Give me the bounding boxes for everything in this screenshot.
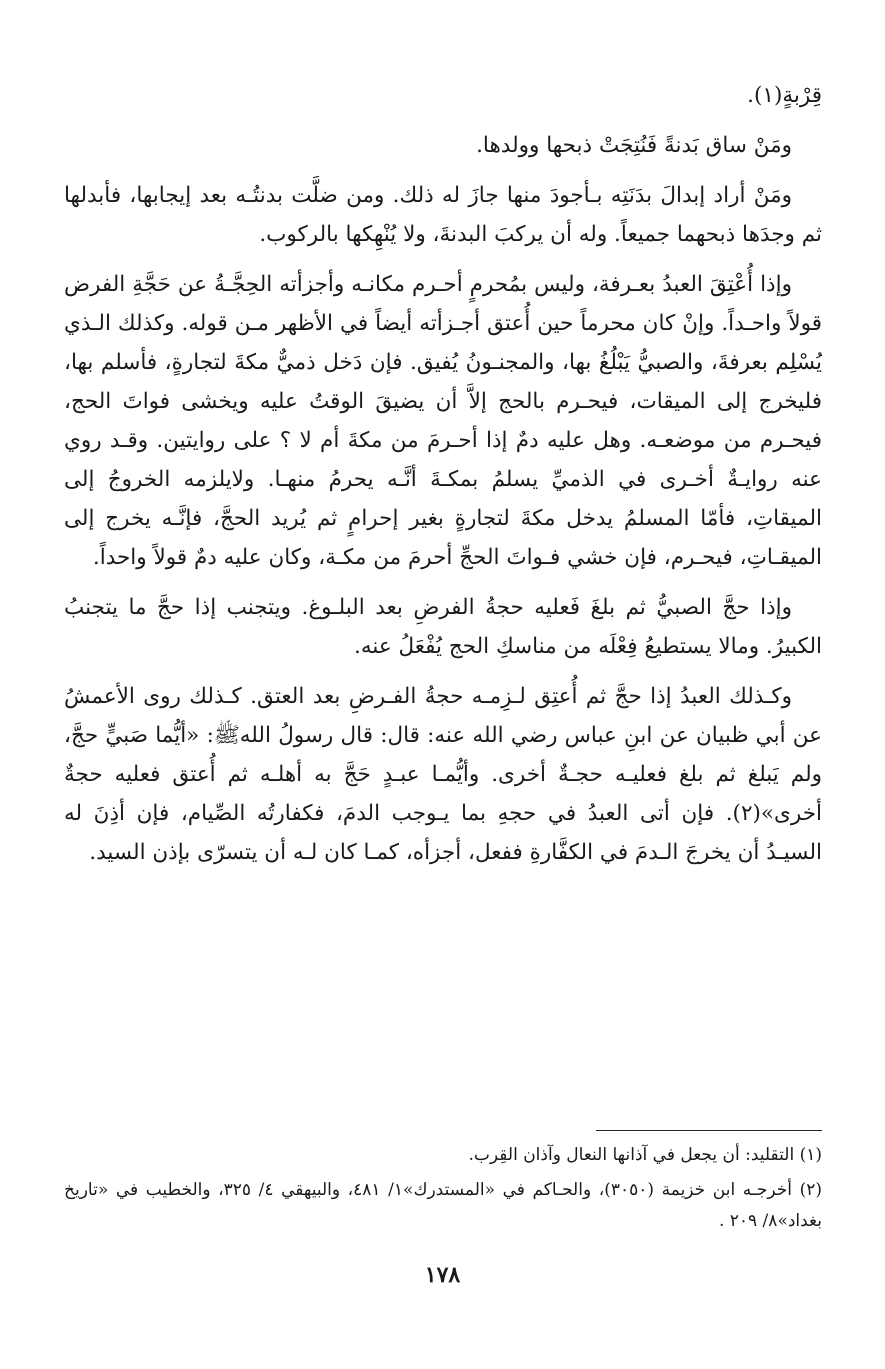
footnote-2: (٢) أخرجـه ابن خزيمة (٣٠٥٠)، والحـاكم في «المستدرك»١/ ٤٨١، والبيهقي ٤/ ٣٢٥، والخطيب في «تاريخ بغداد»٨/ ٢٠٩ . bbox=[64, 1180, 822, 1231]
paragraph-5: وإذا حجَّ الصبيُّ ثم بلغَ فَعليه حجةُ الفرضِ بعد البلـوغ. ويتجنب إذا حجَّ ما يتجنبُ الكبيرُ. ومالا يستطيعُ فِعْلَه من مناسكِ الحج يُفْعَلُ عنه. bbox=[64, 595, 822, 659]
paragraph-4: وإذا أُعْتِقَ العبدُ بعـرفة، وليس بمُحرمٍ أحـرم مكانـه وأجزأته الحِجَّـةُ عن حَجَّةِ الفرض قولاً واحـداً. وإنْ كان محرماً حين أُعتق أجـزأته أيضاً في الأظهر مـن قوله. وكذلك الـذي يُسْلِم بعرفةَ، والصبيُّ يَبْلُغُ بها، والمجنـونُ يُفيق. فإن دَخل ذميٌّ مكةَ لتجارةٍ، فأسلم بها، فليخرج إلى الميقات، فيحـرم بالحج إلاَّ أن يضيقَ الوقتُ عليه ويخشى فواتَ الحج، فيحـرم من موضعـه. وهل عليه دمٌ إذا أحـرمَ من مكةَ أم لا ؟ على روايتين. وقـد روي عنه روايـةٌ أخـرى في الذميِّ يسلمُ بمكـةَ أنَّـه يحرمُ منهـا. ولايلزمه الخروجُ إلى الميقاتِ، فأمّا المسلمُ يدخل مكةَ لتجارةٍ بغير إحرامٍ ثم يُريد الحجَّ، فإنَّـه يخرج إلى الميقـاتِ، فيحـرم، فإن خشي فـواتَ الحجِّ أحرمَ من مكـة، وكان عليه دمٌ قولاً واحداً. bbox=[64, 272, 822, 570]
paragraph-1: قِرْبةٍ(١). bbox=[747, 83, 822, 108]
footnote-divider bbox=[596, 1130, 822, 1131]
paragraph-6: وكـذلك العبدُ إذا حجَّ ثم أُعتِق لـزِمـه حجةُ الفـرضِ بعد العتق. كـذلك روى الأعمشُ عن أبي ظبيان عن ابنِ عباس رضي الله عنه: قال: قال رسولُ اللهﷺ: «أيُّما صَبيٍّ حجَّ، ولم يَبلغ ثم بلغ فعليـه حجـةٌ أخرى. وأيُّمـا عبـدٍ حَجَّ به أهلـه ثم أُعتق فعليه حجةٌ أخرى»(٢). فإن أتى العبدُ في حجهِ بما يـوجب الدمَ، فكفارتُه الصِّيام، فإن أذِنَ له السيـدُ أن يخرجَ الـدمَ في الكفَّارةِ ففعل، أجزأه، كمـا كان لـه أن يتسرّى بإذن السيد. bbox=[64, 684, 822, 865]
paragraph-2: ومَنْ ساق بَدنةً فَنُتِجَتْ ذبحها وولدها. bbox=[476, 133, 792, 158]
footnote-1: (١) التقليد: أن يجعل في آذانها النعال وآذان القِرب. bbox=[468, 1145, 822, 1165]
footnotes bbox=[64, 1140, 822, 1241]
paragraph-3: ومَنْ أراد إبدالَ بدَنَتِه بـأجودَ منها جازَ له ذلك. ومن ضلَّت بدنتُـه بعد إيجابها، فأبدلها ثم وجدَها ذبحهما جميعاً. وله أن يركبَ البدنةَ، ولا يُنْهِكها بالركوب. bbox=[64, 183, 822, 247]
page-number: ١٧٨ bbox=[424, 1262, 461, 1288]
main-text bbox=[64, 76, 822, 883]
